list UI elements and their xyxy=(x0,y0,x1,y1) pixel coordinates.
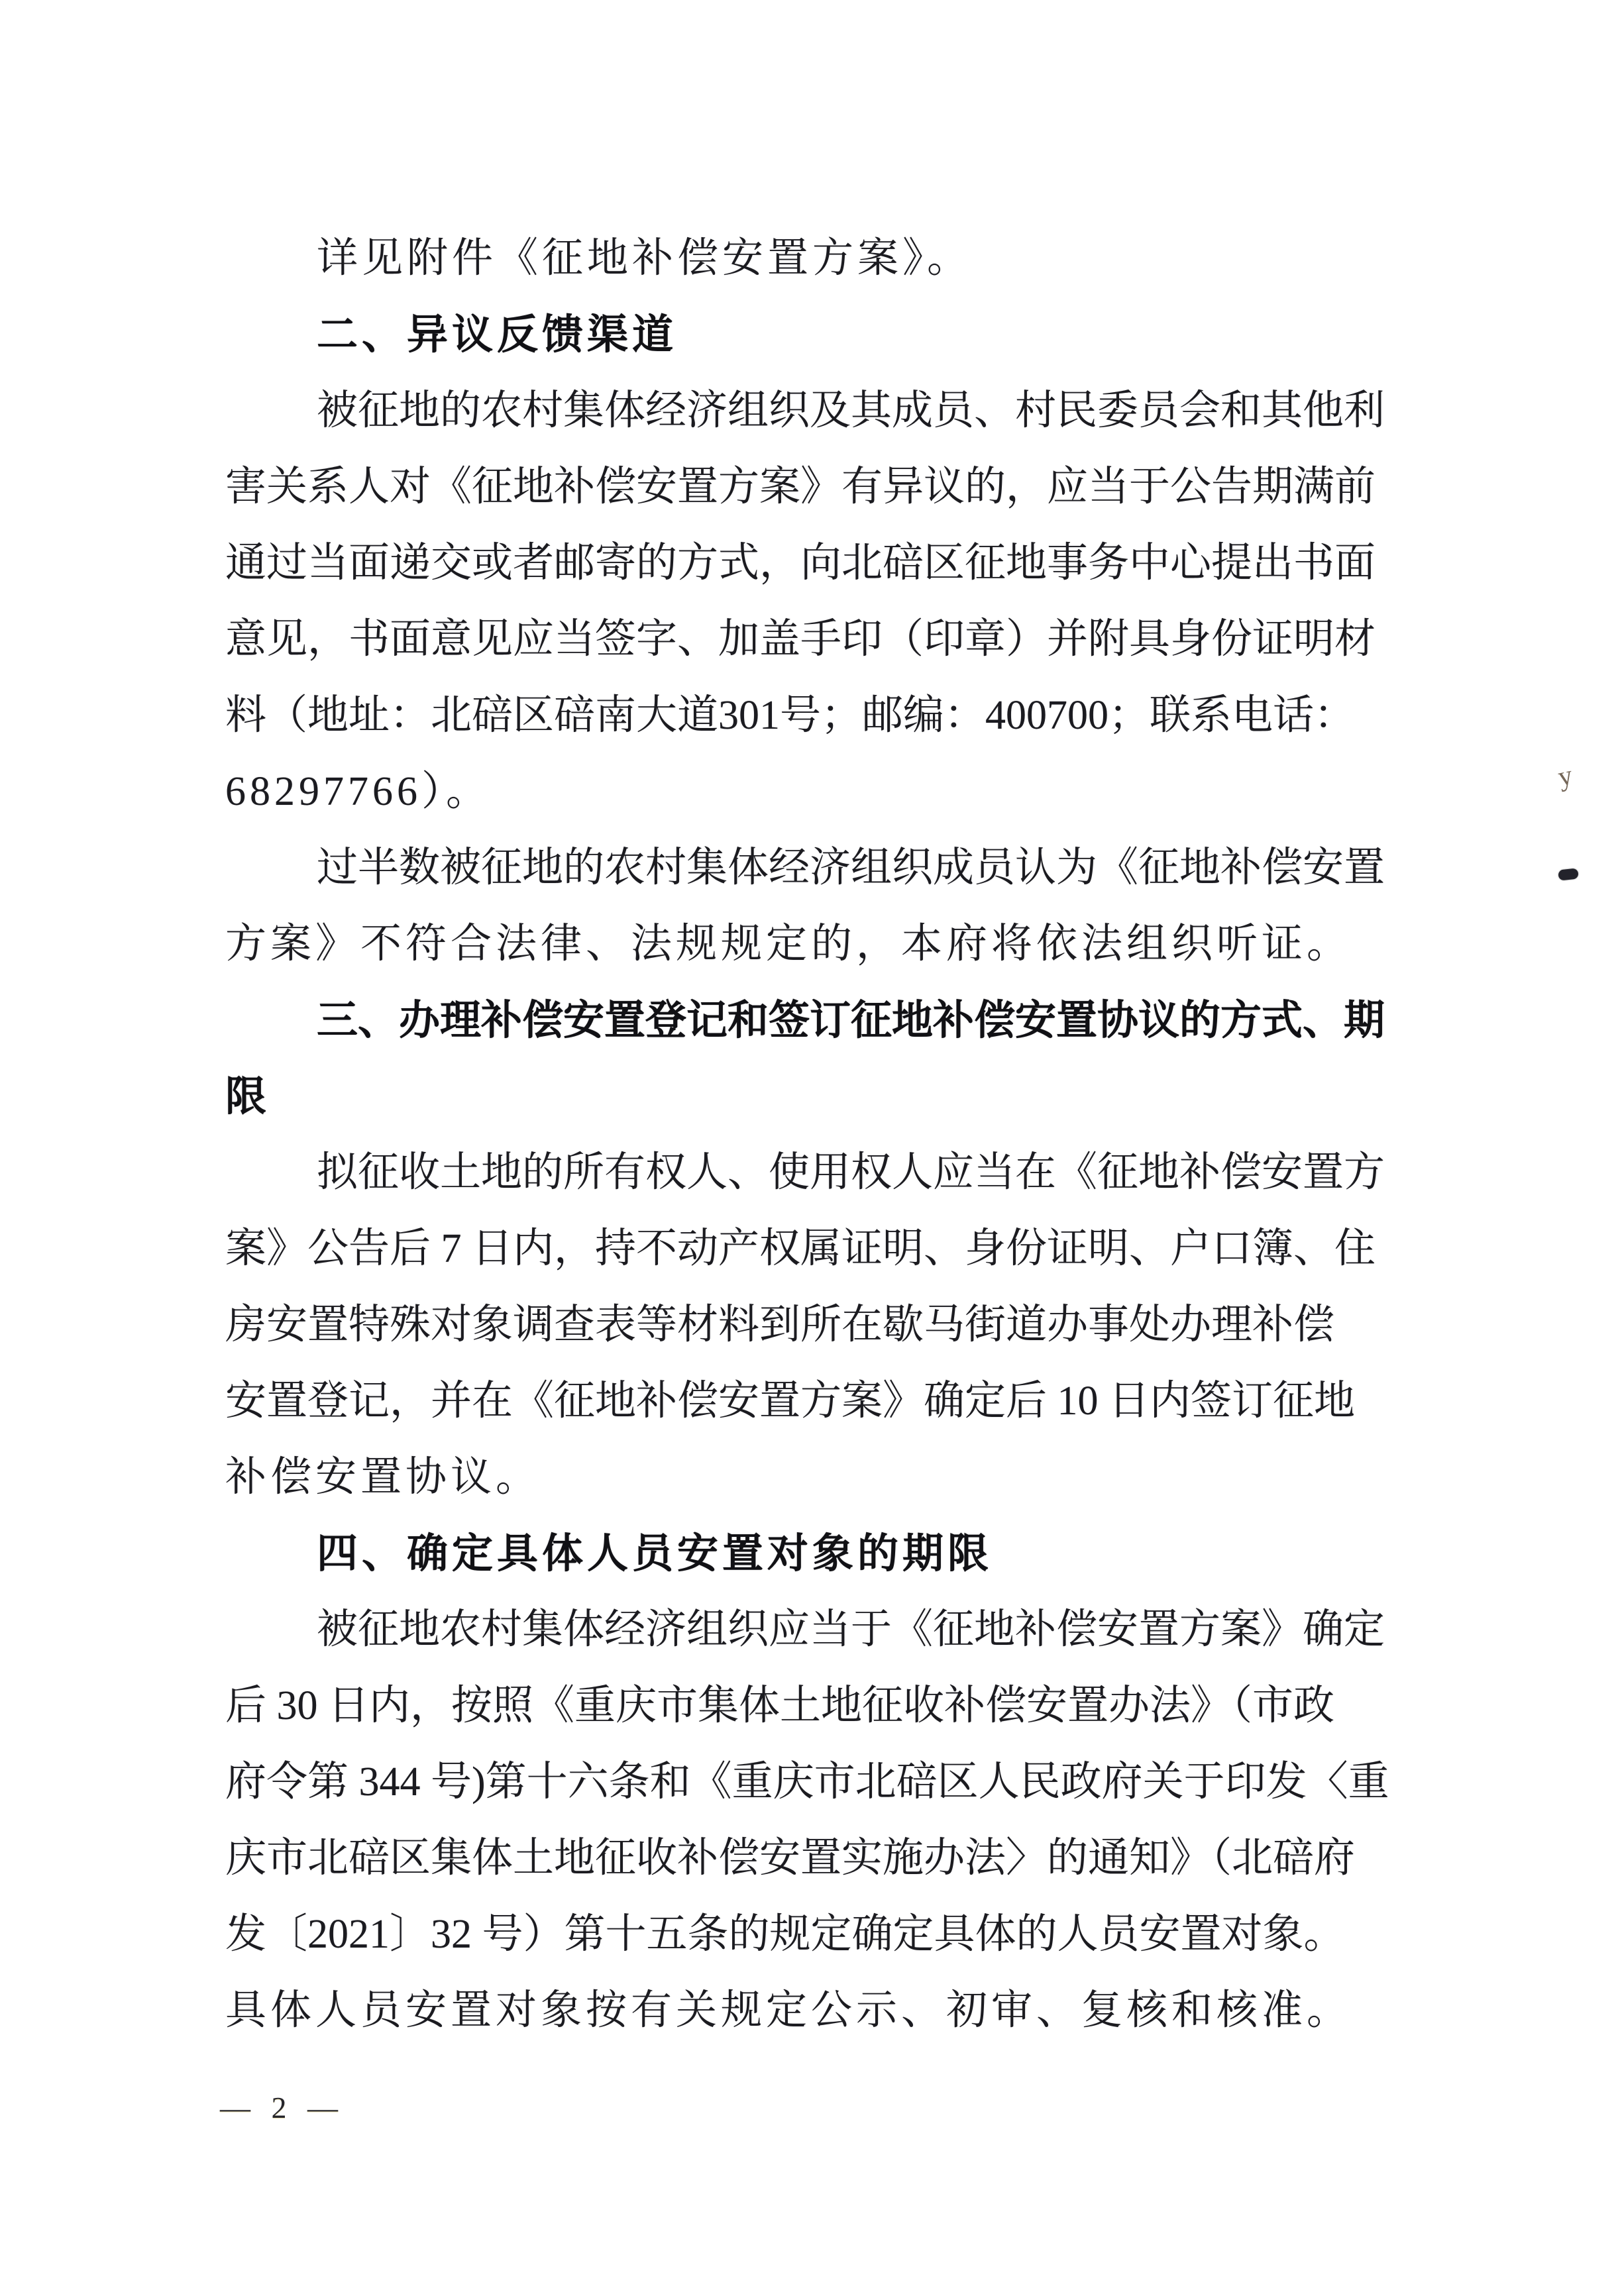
doc-line: 后 30 日内，按照《重庆市集体土地征收补偿安置办法》（市政 xyxy=(225,1683,1335,1728)
doc-line: 通过当面递交或者邮寄的方式，向北碚区征地事务中心提出书面 xyxy=(225,541,1376,586)
doc-line: 发〔2021〕32 号）第十五条的规定确定具体的人员安置对象。 xyxy=(225,1912,1345,1957)
doc-line: 府令第 344 号)第十六条和《重庆市北碚区人民政府关于印发〈重 xyxy=(225,1759,1389,1804)
doc-line: 被征地的农村集体经济组织及其成员、村民委员会和其他利 xyxy=(317,388,1385,433)
attachment-reference-line: 详见附件《征地补偿安置方案》。 xyxy=(317,236,973,281)
doc-line: 方案》不符合法律、法规规定的，本府将依法组织听证。 xyxy=(225,921,1352,966)
contact-phone-line: 68297766）。 xyxy=(225,769,492,814)
page-number: — 2 — xyxy=(220,2091,345,2124)
doc-line: 过半数被征地的农村集体经济组织成员认为《征地补偿安置 xyxy=(317,845,1385,890)
doc-line: 具体人员安置对象按有关规定公示、初审、复核和核准。 xyxy=(225,1988,1352,2033)
document-text-block xyxy=(225,221,1428,2049)
section-4-heading: 四、确定具体人员安置对象的期限 xyxy=(317,1531,993,1577)
section-3-heading-wrap: 限 xyxy=(225,1074,271,1120)
doc-line: 房安置特殊对象调查表等材料到所在歇马街道办事处办理补偿 xyxy=(225,1302,1335,1347)
section-3-heading: 三、办理补偿安置登记和签订征地补偿安置协议的方式、期 xyxy=(317,998,1385,1043)
doc-line: 害关系人对《征地补偿安置方案》有异议的，应当于公告期满前 xyxy=(225,464,1376,509)
doc-line: 安置登记，并在《征地补偿安置方案》确定后 10 日内签订征地 xyxy=(225,1379,1356,1424)
margin-scan-mark-squiggle: y xyxy=(1555,760,1576,793)
doc-line: 补偿安置协议。 xyxy=(225,1455,541,1500)
section-2-heading: 二、异议反馈渠道 xyxy=(317,312,678,358)
margin-scan-mark-dot xyxy=(1558,868,1579,880)
doc-line: 意见，书面意见应当签字、加盖手印（印章）并附具身份证明材 xyxy=(225,617,1376,662)
doc-line: 案》公告后 7 日内，持不动产权属证明、身份证明、户口簿、住 xyxy=(225,1226,1376,1271)
doc-line: 被征地农村集体经济组织应当于《征地补偿安置方案》确定 xyxy=(317,1607,1385,1652)
doc-line: 庆市北碚区集体土地征收补偿安置实施办法〉的通知》（北碚府 xyxy=(225,1836,1356,1881)
doc-line: 拟征收土地的所有权人、使用权人应当在《征地补偿安置方 xyxy=(317,1150,1385,1195)
contact-address-line: 料（地址：北碚区碚南大道301号；邮编：400700；联系电话： xyxy=(225,693,1356,738)
